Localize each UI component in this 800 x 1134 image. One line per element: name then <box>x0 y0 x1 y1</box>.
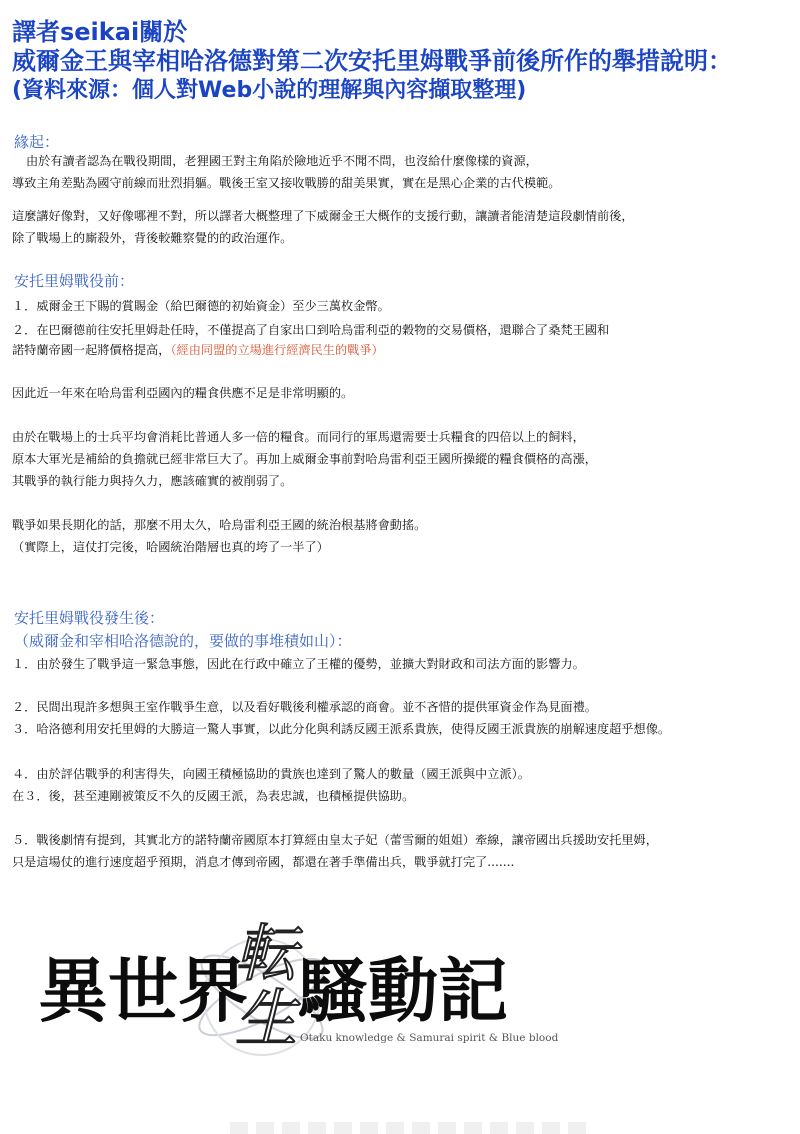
before-item-2: ２．在巴爾德前往安托里姆赴任時，不僅提高了自家出口到哈烏雷利亞的穀物的交易價格，還聯合了桑梵王國和 <box>12 323 610 337</box>
after-item-1: １．由於發生了戰爭這一緊急事態，因此在行政中確立了王權的優勢，並擴大對財政和司法方面的影響力。 <box>12 657 585 671</box>
after-item-5: ５．戰後劇情有提到，其實北方的諾特蘭帝國原本打算經由皇太子妃（蕾雪爾的姐姐）牽線，讓帝國出兵援助安托里姆， <box>12 833 658 847</box>
after-war-subheading: （威爾金和宰相哈洛德說的，要做的事堆積如山）： <box>14 632 352 650</box>
series-logo-graphic <box>30 905 559 1110</box>
after-item-4-continued: 在３．後，甚至連剛被策反不久的反國王派，為表忠誠，也積極提供協助。 <box>12 789 415 803</box>
before-paragraph-line: 因此近一年來在哈烏雷利亞國內的糧食供應不足是非常明顯的。 <box>12 386 354 400</box>
title-line-3: (資料來源：個人對Web小說的理解與內容擷取整理) <box>12 78 527 103</box>
origin-paragraph-line: 除了戰場上的廝殺外，背後較難察覺的的政治運作。 <box>12 231 293 245</box>
before-paragraph-line: （實際上，這仗打完後，哈國統治階層也真的垮了一半了） <box>12 540 329 554</box>
page-bottom-edge <box>230 1122 590 1134</box>
series-logo <box>30 905 559 1110</box>
economic-war-note: （經由同盟的立場進行經濟民生的戰爭） <box>170 343 384 357</box>
logo-text-right: 騷動記 <box>298 950 508 1032</box>
after-war-heading: 安托里姆戰役發生後： <box>14 609 165 627</box>
before-item-2-text: 諾特蘭帝國一起將價格提高， <box>12 343 171 357</box>
logo-ruby-bottom: 生 <box>235 982 298 1055</box>
title-line-1: 譯者seikai關於 <box>12 18 188 46</box>
logo-tagline: Otaku knowledge & Samurai spirit & Blue blood <box>300 1032 559 1044</box>
logo-text-left: 異世界 <box>38 950 248 1032</box>
origin-paragraph-line: 由於有讀者認為在戰役期間，老狸國王對主角陷於險地近乎不聞不問，也沒給什麼像樣的資源， <box>26 154 538 168</box>
origin-heading: 緣起： <box>14 133 60 151</box>
after-item-3: ３．哈洛德利用安托里姆的大勝這一驚人事實，以此分化與利誘反國王派系貴族，使得反國王派貴族的崩解速度超乎想像。 <box>12 722 671 736</box>
before-war-heading: 安托里姆戰役前： <box>14 272 135 290</box>
after-item-2: ２．民間出現許多想與王室作戰爭生意，以及看好戰後利權承認的商會。並不吝惜的提供軍資金作為見面禮。 <box>12 700 597 714</box>
document-title <box>12 18 792 105</box>
before-paragraph-line: 其戰爭的執行能力與持久力，應該確實的被削弱了。 <box>12 474 293 488</box>
before-paragraph-line: 原本大軍光是補給的負擔就已經非常巨大了。再加上威爾金事前對哈烏雷利亞王國所操縱的糧食價格的高漲， <box>12 452 597 466</box>
after-item-4: ４．由於評估戰爭的利害得失，向國王積極協助的貴族也達到了驚人的數量（國王派與中立派）。 <box>12 767 530 781</box>
origin-paragraph-line: 導致主角差點為國守前線而壯烈捐軀。戰後王室又接收戰勝的甜美果實，實在是黑心企業的古代模範。 <box>12 176 561 190</box>
before-paragraph-line: 戰爭如果長期化的話，那麼不用太久，哈烏雷利亞王國的統治根基將會動搖。 <box>12 518 427 532</box>
before-item-1: １．威爾金王下賜的賞賜金（給巴爾德的初始資金）至少三萬枚金幣。 <box>12 299 390 313</box>
before-item-2-continued <box>12 339 384 361</box>
after-item-5-continued: 只是這場仗的進行速度超乎預期，消息才傳到帝國，都還在著手準備出兵，戰爭就打完了....... <box>12 855 515 869</box>
logo-ruby-top: 転 <box>235 917 298 990</box>
before-paragraph-line: 由於在戰場上的士兵平均會消耗比普通人多一倍的糧食。而同行的軍馬還需要士兵糧食的四倍以上的飼料， <box>12 430 585 444</box>
origin-paragraph-line: 這麼講好像對，又好像哪裡不對，所以譯者大概整理了下威爾金王大概作的支援行動，讓讀者能清楚這段劇情前後， <box>12 209 634 223</box>
title-line-2: 威爾金王與宰相哈洛德對第二次安托里姆戰爭前後所作的舉措說明： <box>12 47 732 75</box>
